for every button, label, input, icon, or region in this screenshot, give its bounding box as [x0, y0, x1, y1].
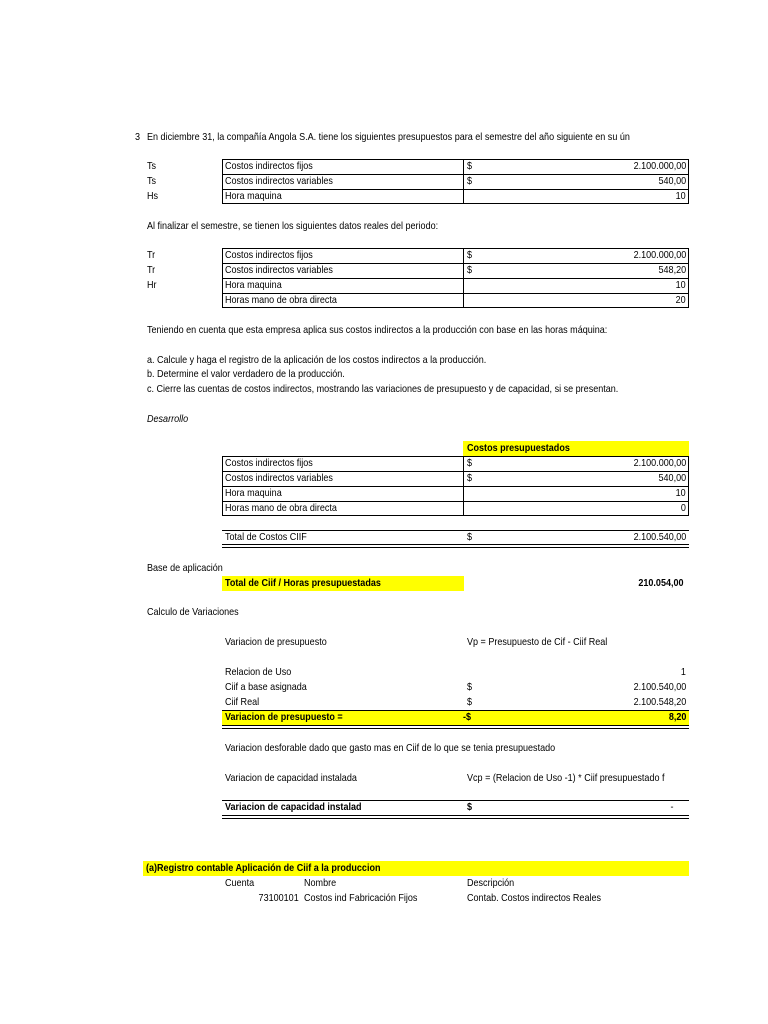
desarrollo-value: 2.100.000,00 [633, 457, 686, 469]
capacidad-result-label: Variacion de capacidad instalad [225, 801, 362, 813]
registro-nombre: Costos ind Fabricación Fijos [304, 892, 418, 904]
capacidad-result-currency: $ [467, 801, 473, 813]
budget-code: Ts [147, 160, 157, 172]
desarrollo-value: 540,00 [658, 472, 686, 484]
base-text: Teniendo en cuenta que esta empresa aplica sus costos indirectos a la producción con base en las horas máquina: [147, 324, 608, 336]
budget-value: 2.100.000,00 [633, 160, 686, 172]
ciif-real-label: Ciif Real [225, 696, 260, 708]
capacidad-label: Variacion de capacidad instalada [225, 772, 357, 784]
problem-number: 3 [135, 131, 141, 143]
total-double-rule [222, 544, 689, 548]
budget-value: 540,00 [658, 175, 686, 187]
desarrollo-label: Horas mano de obra directa [225, 502, 337, 514]
vp-result-label: Variacion de presupuesto = [225, 711, 343, 723]
vp-result-value: 8,20 [668, 711, 686, 723]
row-divider [222, 278, 689, 279]
column-divider [463, 248, 464, 308]
capacidad-result-value: - [669, 801, 673, 813]
desarrollo-value: 0 [680, 502, 686, 514]
currency-symbol: $ [467, 472, 473, 484]
desarrollo-label: Costos indirectos fijos [225, 457, 313, 469]
desarrollo-value: 10 [675, 487, 686, 499]
vp-double-rule [222, 725, 689, 729]
capacidad-double-rule [222, 815, 689, 819]
ciif-asignada-value: 2.100.540,00 [633, 681, 686, 693]
currency-symbol: $ [467, 531, 473, 543]
base-aplicacion-value: 210.054,00 [638, 577, 684, 589]
variaciones-heading: Calculo de Variaciones [147, 606, 239, 618]
column-divider [463, 159, 464, 204]
ciif-real-value: 2.100.548,20 [633, 696, 686, 708]
budget-label: Costos indirectos fijos [225, 160, 313, 172]
ciif-asignada-label: Ciif a base asignada [225, 681, 307, 693]
budget-code: Ts [147, 175, 157, 187]
row-divider [222, 486, 689, 487]
presupuesto-label: Variacion de presupuesto [225, 636, 327, 648]
problem-intro: En diciembre 31, la compañía Angola S.A. tiene los siguientes presupuestos para el semestre del año siguiente en su ún [147, 131, 630, 143]
currency-symbol: $ [467, 175, 473, 187]
desarrollo-label: Costos indirectos variables [225, 472, 333, 484]
column-header-descripcion: Descripción [467, 877, 515, 889]
relacion-uso-value: 1 [680, 666, 686, 678]
budget-label: Hora maquina [225, 190, 282, 202]
column-header-cuenta: Cuenta [225, 877, 255, 889]
desarrollo-label: Hora maquina [225, 487, 282, 499]
real-value: 10 [675, 279, 686, 291]
currency-symbol: $ [467, 264, 473, 276]
question-c: c. Cierre las cuentas de costos indirectos, mostrando las variaciones de presupuesto y de capacidad, si se presentan. [147, 383, 619, 395]
question-a: a. Calcule y haga el registro de la aplicación de los costos indirectos a la producción. [147, 354, 487, 366]
real-intro: Al finalizar el semestre, se tienen los siguientes datos reales del periodo: [147, 220, 439, 232]
presupuesto-formula: Vp = Presupuesto de Cif - Ciif Real [467, 636, 608, 648]
real-code: Tr [147, 264, 156, 276]
base-aplicacion-label: Total de Ciif / Horas presupuestadas [225, 577, 381, 589]
desfavorable-note: Variacion desforable dado que gasto mas en Ciif de lo que se tenia presupuestado [225, 742, 556, 754]
total-label: Total de Costos CIIF [225, 531, 307, 543]
column-header-nombre: Nombre [304, 877, 337, 889]
real-label: Costos indirectos fijos [225, 249, 313, 261]
question-b: b. Determine el valor verdadero de la producción. [147, 368, 345, 380]
relacion-uso-label: Relacion de Uso [225, 666, 292, 678]
real-label: Hora maquina [225, 279, 282, 291]
column-divider [463, 456, 464, 516]
budget-code: Hs [147, 190, 159, 202]
real-label: Horas mano de obra directa [225, 294, 337, 306]
real-value: 2.100.000,00 [633, 249, 686, 261]
registro-cuenta: 73100101 [258, 892, 299, 904]
currency-symbol: $ [467, 681, 473, 693]
registro-heading: (a)Registro contable Aplicación de Ciif a la produccion [146, 862, 381, 874]
budget-value: 10 [675, 190, 686, 202]
costos-presupuestados-header: Costos presupuestados [467, 442, 570, 454]
real-code: Tr [147, 249, 156, 261]
currency-symbol: $ [467, 457, 473, 469]
real-label: Costos indirectos variables [225, 264, 333, 276]
budget-label: Costos indirectos variables [225, 175, 333, 187]
row-divider [222, 189, 689, 190]
currency-symbol: $ [467, 249, 473, 261]
real-code: Hr [147, 279, 157, 291]
total-value: 2.100.540,00 [633, 531, 686, 543]
vp-result-currency: -$ [463, 711, 472, 723]
desarrollo-heading: Desarrollo [147, 413, 189, 425]
capacidad-formula: Vcp = (Relacion de Uso -1) * Ciif presupuestado f [467, 772, 665, 784]
base-aplicacion-heading: Base de aplicación [147, 562, 223, 574]
real-value: 548,20 [658, 264, 686, 276]
currency-symbol: $ [467, 160, 473, 172]
registro-descripcion: Contab. Costos indirectos Reales [467, 892, 602, 904]
real-value: 20 [675, 294, 686, 306]
currency-symbol: $ [467, 696, 473, 708]
